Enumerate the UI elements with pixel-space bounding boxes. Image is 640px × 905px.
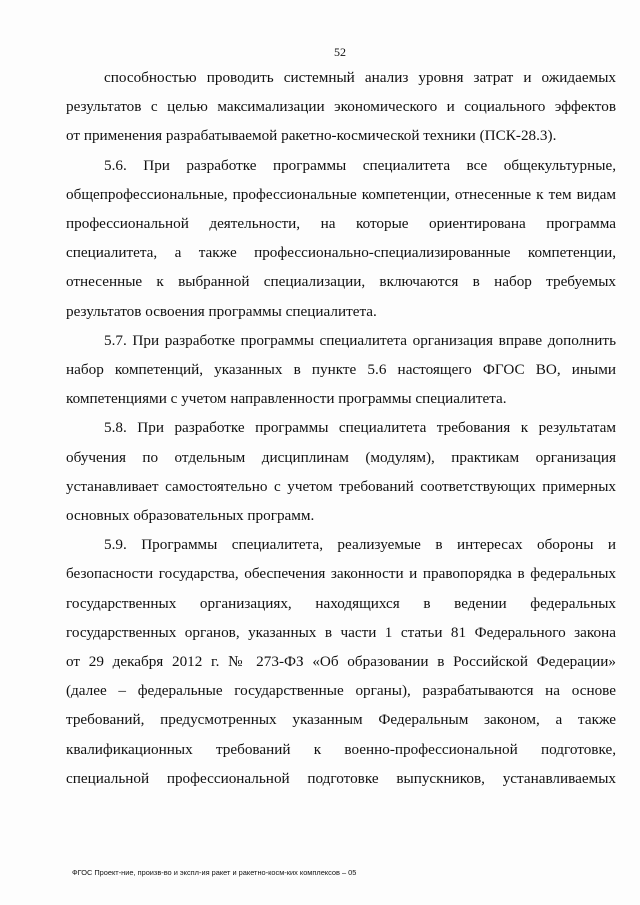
text-line: результатов с целью максимализации экономического и социального эффектов xyxy=(66,98,616,116)
text-line: квалификационных требований к военно-профессиональной подготовке, xyxy=(66,740,616,758)
page-footer: ФГОС Проект-ние, произв-во и экспл-ия ракет и ракетно-косм-ких комплексов – 05 xyxy=(72,868,357,877)
text-line: государственных организациях, находящихся в ведении федеральных xyxy=(66,594,616,612)
text-line: безопасности государства, обеспечения законности и правопорядка в федеральных xyxy=(66,565,616,583)
text-line: обучения по отдельным дисциплинам (модулям), практикам организация xyxy=(66,448,616,466)
text-line: специальной профессиональной подготовке выпускников, устанавливаемых xyxy=(66,769,616,787)
text-line: 5.6. При разработке программы специалитета все общекультурные, xyxy=(104,156,616,174)
text-line: 5.9. Программы специалитета, реализуемые в интересах обороны и xyxy=(104,536,616,554)
body-text xyxy=(66,63,616,793)
page-number: 52 xyxy=(334,45,346,59)
text-line: отнесенные к выбранной специализации, включаются в набор требуемых xyxy=(66,273,616,291)
text-line: результатов освоения программы специалитета. xyxy=(66,302,377,320)
text-line: от 29 декабря 2012 г. № 273-ФЗ «Об образовании в Российской Федерации» xyxy=(66,653,616,671)
text-line: набор компетенций, указанных в пункте 5.6 настоящего ФГОС ВО, иными xyxy=(66,361,616,379)
text-line: способностью проводить системный анализ уровня затрат и ожидаемых xyxy=(104,69,616,86)
text-line: профессиональной деятельности, на которые ориентирована программа xyxy=(66,215,616,233)
text-line: устанавливает самостоятельно с учетом требований соответствующих примерных xyxy=(66,477,616,495)
text-line: требований, предусмотренных указанным Федеральным законом, а также xyxy=(66,711,616,729)
text-line: компетенциями с учетом направленности программы специалитета. xyxy=(66,390,507,408)
text-line: от применения разрабатываемой ракетно-космической техники (ПСК-28.3). xyxy=(66,127,557,145)
text-line: 5.7. При разработке программы специалитета организация вправе дополнить xyxy=(104,331,616,349)
text-line: (далее – федеральные государственные органы), разрабатываются на основе xyxy=(66,682,616,700)
text-line: основных образовательных программ. xyxy=(66,507,315,525)
text-line: специалитета, а также профессионально-специализированные компетенции, xyxy=(66,244,616,262)
text-line: государственных органов, указанных в части 1 статьи 81 Федерального закона xyxy=(66,623,616,641)
text-line: общепрофессиональные, профессиональные компетенции, отнесенные к тем видам xyxy=(66,185,616,203)
text-line: 5.8. При разработке программы специалитета требования к результатам xyxy=(104,419,616,437)
